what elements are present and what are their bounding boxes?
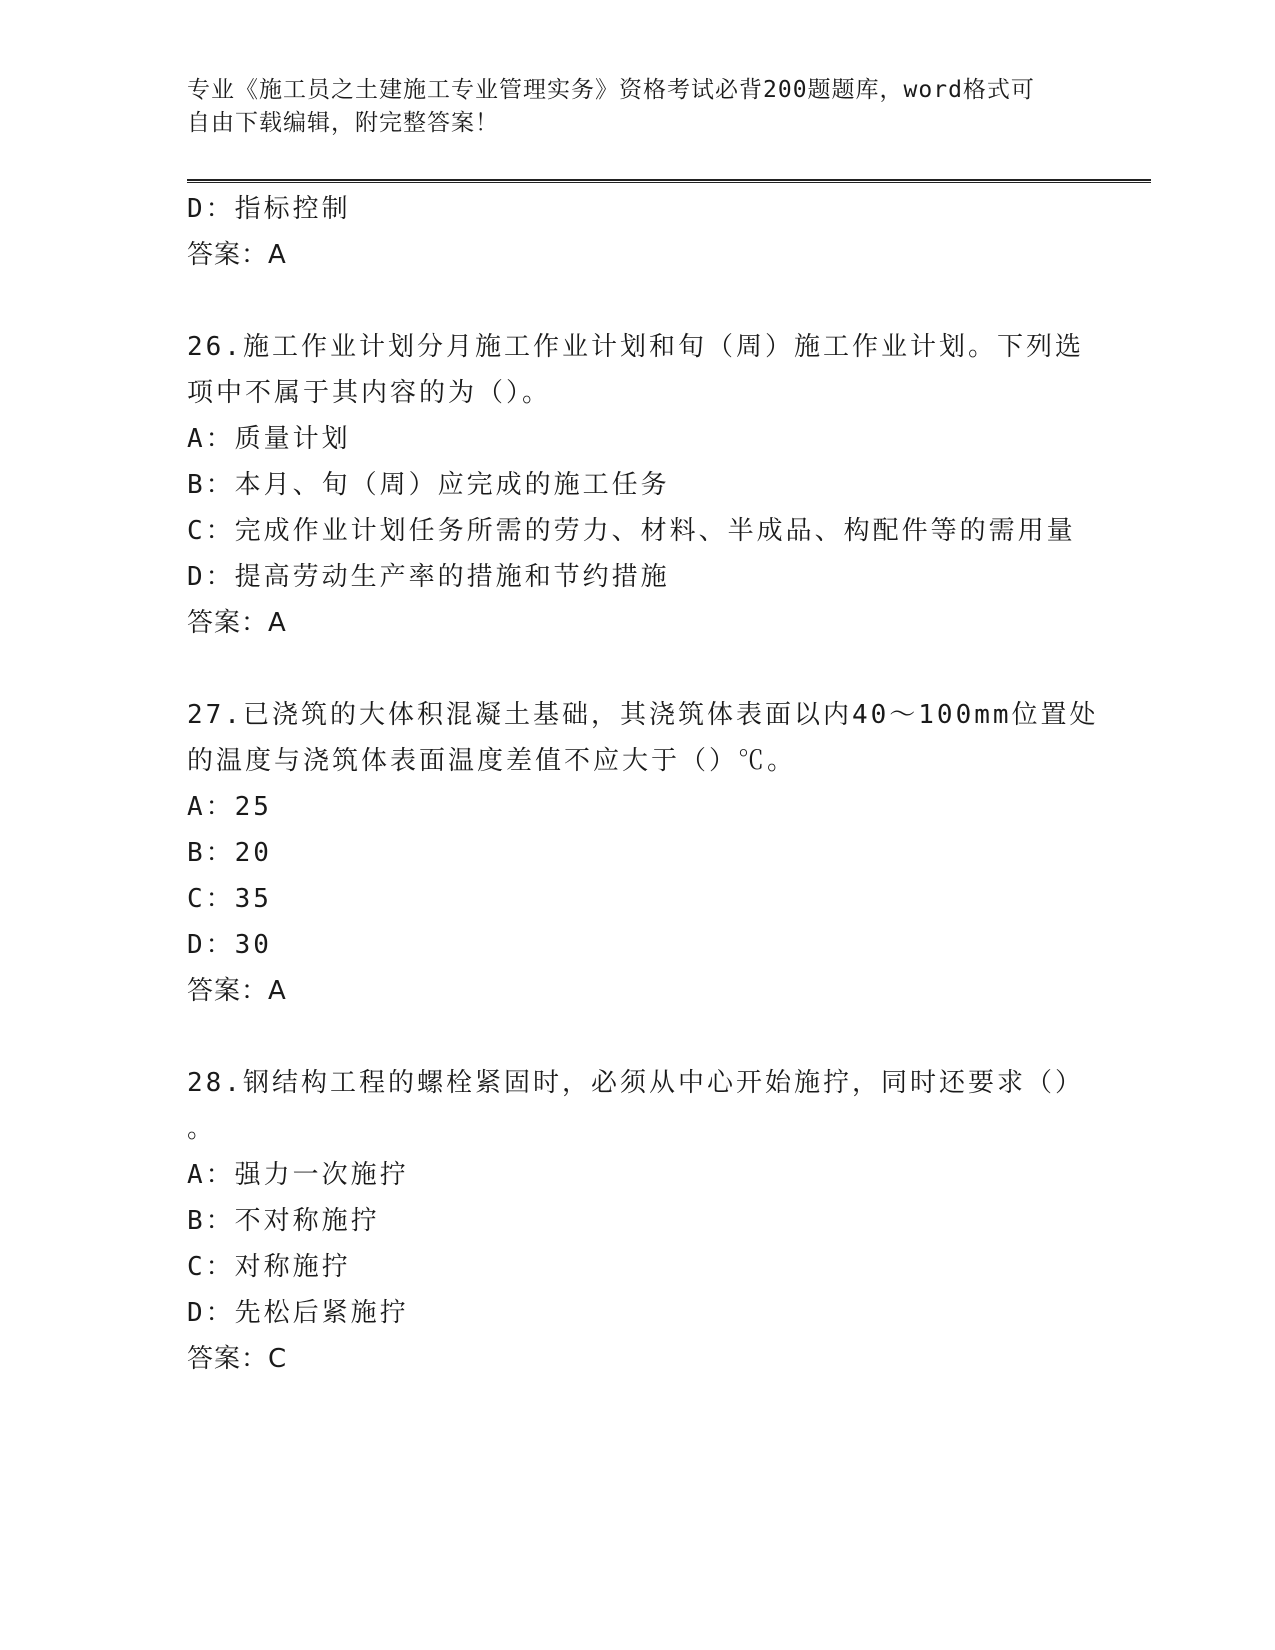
- answer-label: 答案：A: [187, 608, 287, 638]
- option-c: C：对称施拧: [187, 1252, 351, 1282]
- question-stem-line: 的温度与浇筑体表面温度差值不应大于（）℃。: [187, 746, 797, 776]
- header-divider: [187, 179, 1151, 183]
- option-a: A：强力一次施拧: [187, 1160, 409, 1190]
- spacer: [187, 646, 1087, 692]
- question-stem-line: 26.施工作业计划分月施工作业计划和旬（周）施工作业计划。下列选: [187, 332, 1084, 362]
- option-b: B：本月、旬（周）应完成的施工任务: [187, 470, 670, 500]
- question-26: [187, 324, 1087, 646]
- option-a: A：质量计划: [187, 424, 351, 454]
- document-header: [187, 74, 1087, 140]
- question-list: [187, 186, 1099, 1382]
- answer-label: 答案：A: [187, 976, 287, 1006]
- header-line-2: 自由下载编辑，附完整答案！: [187, 110, 499, 136]
- question-28: [187, 1060, 1087, 1382]
- option-c: C：35: [187, 884, 272, 914]
- option-b: B：20: [187, 838, 272, 868]
- answer-label: 答案：A: [187, 240, 287, 270]
- spacer: [187, 1014, 1087, 1060]
- spacer: [187, 278, 1087, 324]
- question-stem-line: 27.已浇筑的大体积混凝土基础，其浇筑体表面以内40～100mm位置处: [187, 700, 1099, 730]
- question-25: [187, 186, 1087, 278]
- question-stem-line: 28.钢结构工程的螺栓紧固时，必须从中心开始施拧，同时还要求（）: [187, 1068, 1084, 1098]
- option-d: D：提高劳动生产率的措施和节约措施: [187, 562, 670, 592]
- question-stem-line: 项中不属于其内容的为（）。: [187, 378, 552, 408]
- option-d: D：30: [187, 930, 272, 960]
- option-b: B：不对称施拧: [187, 1206, 380, 1236]
- question-stem-line: 。: [187, 1114, 217, 1144]
- option-d: D：指标控制: [187, 194, 351, 224]
- answer-label: 答案：C: [187, 1344, 288, 1374]
- option-d: D：先松后紧施拧: [187, 1298, 409, 1328]
- header-line-1: 专业《施工员之土建施工专业管理实务》资格考试必背200题题库，word格式可: [187, 77, 1035, 103]
- option-a: A：25: [187, 792, 272, 822]
- option-c: C：完成作业计划任务所需的劳力、材料、半成品、构配件等的需用量: [187, 516, 1076, 546]
- question-27: [187, 692, 1099, 1014]
